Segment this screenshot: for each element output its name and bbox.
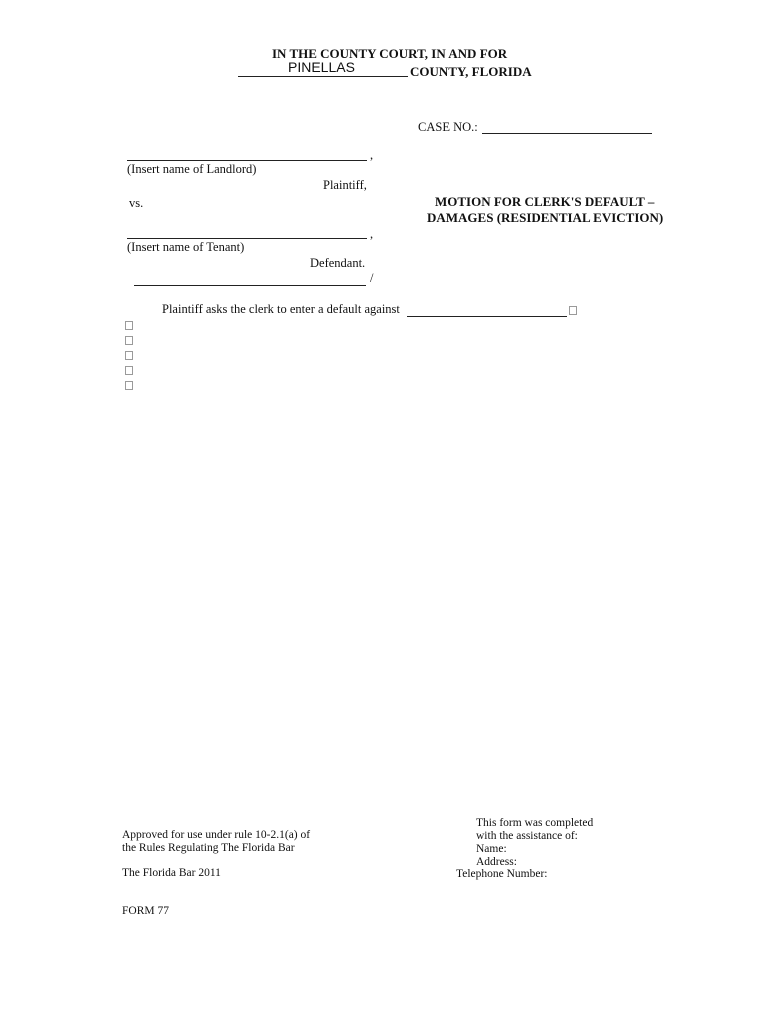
caption-close-underline xyxy=(134,285,366,286)
assistance-name-label: Name: xyxy=(476,843,507,855)
tenant-caption: (Insert name of Tenant) xyxy=(127,240,245,254)
approval-line2: the Rules Regulating The Florida Bar xyxy=(122,842,295,854)
tenant-name-underline xyxy=(127,238,367,239)
county-field-underline xyxy=(238,76,408,77)
caption-close-slash: / xyxy=(370,271,374,285)
tenant-comma: , xyxy=(370,227,374,241)
plaintiff-label: Plaintiff, xyxy=(323,178,367,192)
landlord-comma: , xyxy=(370,148,374,162)
checkbox-5[interactable] xyxy=(125,381,133,390)
checkbox-4[interactable] xyxy=(125,366,133,375)
assistance-line1: This form was completed xyxy=(476,817,594,829)
approval-line1: Approved for use under rule 10-2.1(a) of xyxy=(122,829,311,841)
defendant-label: Defendant. xyxy=(310,256,366,270)
case-number-underline xyxy=(482,133,652,134)
motion-title-line2: DAMAGES (RESIDENTIAL EVICTION) xyxy=(427,210,664,225)
checkbox-3[interactable] xyxy=(125,351,133,360)
checkbox-2[interactable] xyxy=(125,336,133,345)
default-against-underline xyxy=(407,316,567,317)
landlord-name-underline xyxy=(127,160,367,161)
court-heading: IN THE COUNTY COURT, IN AND FOR xyxy=(272,46,508,61)
case-number-label: CASE NO.: xyxy=(418,120,478,134)
default-request-text: Plaintiff asks the clerk to enter a default against xyxy=(162,302,400,316)
versus-label: vs. xyxy=(129,196,144,210)
assistance-address-label: Address: xyxy=(476,856,517,868)
assistance-phone-label: Telephone Number: xyxy=(456,868,548,880)
county-heading-suffix: COUNTY, FLORIDA xyxy=(410,64,532,79)
county-field[interactable]: PINELLAS xyxy=(288,59,355,75)
copyright-text: The Florida Bar 2011 xyxy=(122,867,221,879)
form-number: FORM 77 xyxy=(122,905,169,917)
motion-title-line1: MOTION FOR CLERK'S DEFAULT – xyxy=(435,194,655,209)
landlord-caption: (Insert name of Landlord) xyxy=(127,162,257,176)
assistance-line2: with the assistance of: xyxy=(476,830,578,842)
checkbox-1[interactable] xyxy=(125,321,133,330)
inline-checkbox[interactable] xyxy=(569,306,577,315)
